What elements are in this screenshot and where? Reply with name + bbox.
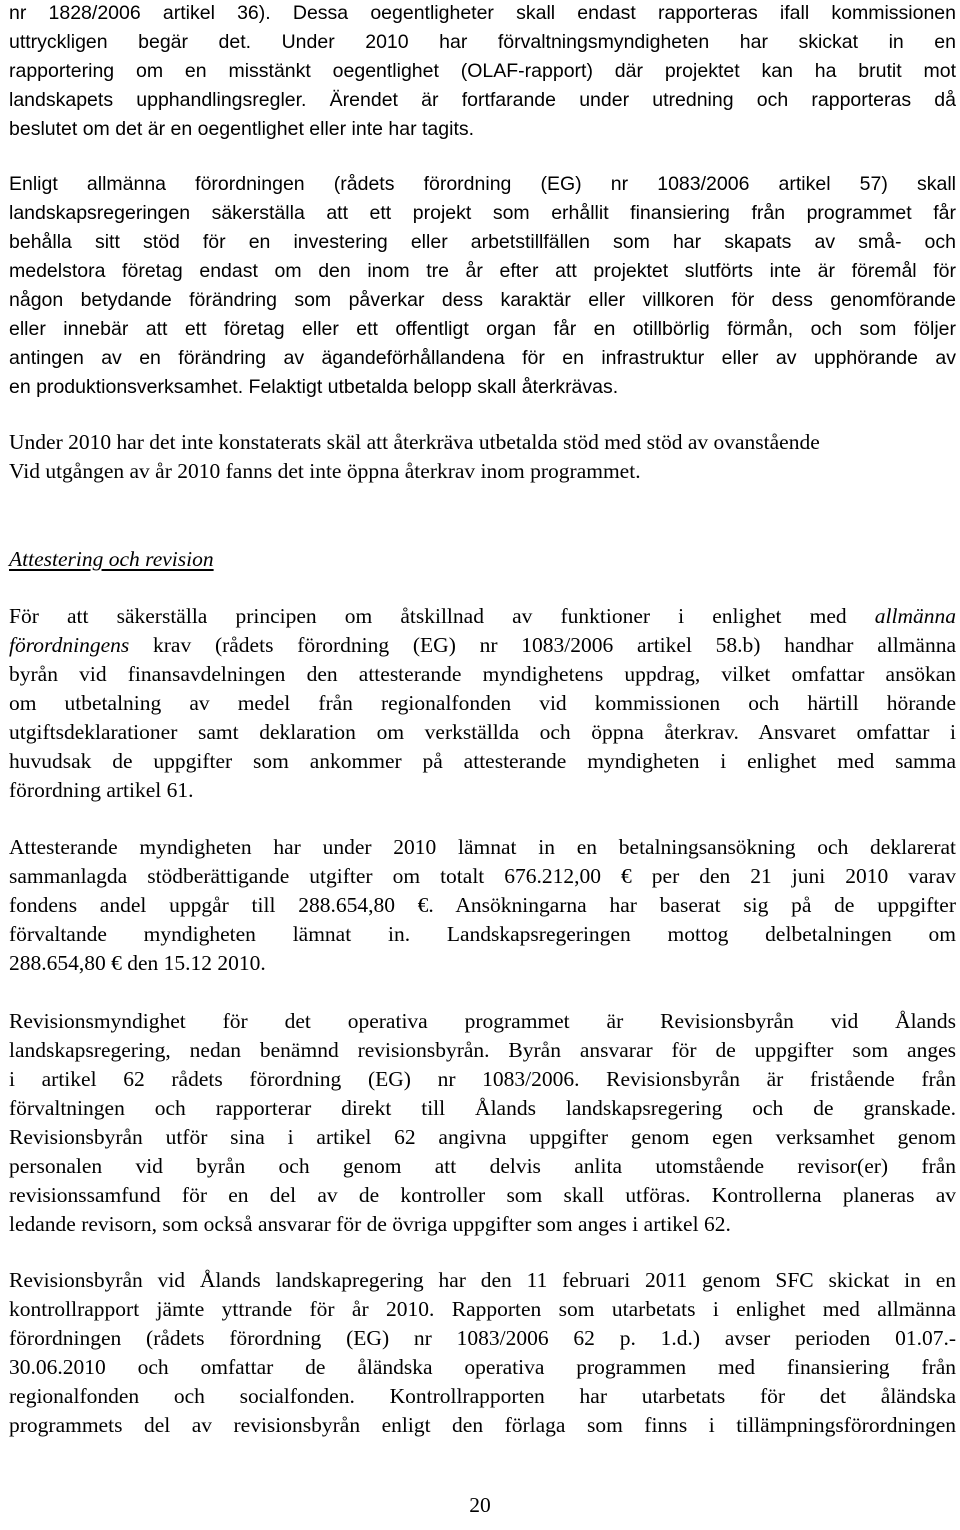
text-line: antingen av en förändring av ägandeförhållandena för en infrastruktur eller av upphörande av <box>9 347 956 369</box>
text-line: Revisionsbyrån vid Ålands landskapregering har den 11 februari 2011 genom SFC skickat in en <box>9 1268 956 1292</box>
text-line: Attesterande myndigheten har under 2010 lämnat in en betalningsansökning och deklarerat <box>9 835 956 859</box>
text-line: revisionssamfund för en del av de kontroller som skall utföras. Kontrollerna planeras av <box>9 1183 956 1207</box>
text-line: regionalfonden och socialfonden. Kontrollrapporten har utarbetats för det åländska <box>9 1384 956 1408</box>
text-line: om utbetalning av medel från regionalfonden vid kommissionen och härtill hörande <box>9 691 956 715</box>
italic-term: förordningens <box>9 633 130 657</box>
paragraph-payment-application <box>9 833 956 978</box>
text-line: ledande revisorn, som också ansvarar för de övriga uppgifter som anges i artikel 62. <box>9 1212 731 1236</box>
text-segment: krav (rådets förordning (EG) nr 1083/2006 artikel 58.b) handhar allmänna <box>129 633 956 657</box>
text-line: Under 2010 har det inte konstaterats skäl att återkräva utbetalda stöd med stöd av ovanstående <box>9 430 820 454</box>
text-line: personalen vid byrån och genom att delvis anlita utomstående revisor(er) från <box>9 1154 956 1178</box>
text-line: nr 1828/2006 artikel 36). Dessa oegentligheter skall endast rapporteras ifall kommissionen <box>9 2 956 24</box>
text-line: Revisionsbyrån utför sina i artikel 62 angivna uppgifter genom egen verksamhet genom <box>9 1125 956 1149</box>
text-line: behålla sitt stöd för en investering eller arbetstillfällen som har skapats av små- och <box>9 231 956 253</box>
text-line: någon betydande förändring som påverkar dess karaktär eller villkoren för dess genomförande <box>9 289 956 311</box>
text-line: kontrollrapport jämte yttrande för år 2010. Rapporten som utarbetats i enlighet med allmänna <box>9 1297 956 1321</box>
text-line: landskapsregeringen säkerställa att ett projekt som erhållit finansiering från programmet får <box>9 202 956 224</box>
text-line: programmets del av revisionsbyrån enligt den förlaga som finns i tillämpningsförordningen <box>9 1413 956 1437</box>
text-line: beslutet om det är en oegentlighet eller inte har tagits. <box>9 118 475 140</box>
text-segment: För att säkerställa principen om åtskillnad av funktioner i enlighet med <box>9 604 875 628</box>
text-line: 288.654,80 € den 15.12 2010. <box>9 951 266 975</box>
text-line: förordningen (rådets förordning (EG) nr 1083/2006 62 p. 1.d.) avser perioden 01.07.- <box>9 1326 956 1350</box>
text-line: Enligt allmänna förordningen (rådets förordning (EG) nr 1083/2006 artikel 57) skall <box>9 173 956 195</box>
text-line: uttryckligen begär det. Under 2010 har förvaltningsmyndigheten har skickat in en <box>9 31 956 53</box>
text-line: landskapets upphandlingsregler. Ärendet är fortfarande under utredning och rapporteras då <box>9 89 956 111</box>
text-line: Revisionsmyndighet för det operativa programmet är Revisionsbyrån vid Ålands <box>9 1009 956 1033</box>
page-number: 20 <box>469 1493 491 1517</box>
text-line: 30.06.2010 och omfattar de åländska operativa programmen med finansiering från <box>9 1355 956 1379</box>
text-line <box>9 631 956 660</box>
italic-term: allmänna <box>874 604 956 628</box>
paragraph-irregularity-reporting <box>9 0 956 144</box>
text-line: utgiftsdeklarationer samt deklaration om verkställda och öppna återkrav. Ansvaret omfattar i <box>9 720 956 744</box>
text-line: förvaltningen och rapporterar direkt till Ålands landskapsregering och de granskade. <box>9 1096 956 1120</box>
section-heading: Attestering och revision <box>9 547 214 571</box>
text-line: fondens andel uppgår till 288.654,80 €. Ansökningarna har baserat sig på de uppgifter <box>9 893 956 917</box>
text-line: Vid utgången av år 2010 fanns det inte öppna återkrav inom programmet. <box>9 459 641 483</box>
paragraph-recovery-status <box>9 428 956 486</box>
text-line: medelstora företag endast om den inom tre år efter att projektet slutförts inte är föremål för <box>9 260 956 282</box>
text-line: byrån vid finansavdelningen den attesterande myndighetens uppdrag, vilket omfattar ansökan <box>9 662 956 686</box>
text-line: en produktionsverksamhet. Felaktigt utbetalda belopp skall återkrävas. <box>9 376 619 398</box>
paragraph-general-regulation <box>9 170 956 402</box>
text-line: förvaltande myndigheten lämnat in. Landskapsregeringen mottog delbetalningen om <box>9 922 956 946</box>
paragraph-control-report <box>9 1266 956 1440</box>
text-line: eller innebär att ett företag eller ett offentligt organ får en otillbörlig förmån, och som följer <box>9 318 956 340</box>
text-line: sammanlagda stödberättigande utgifter om totalt 676.212,00 € per den 21 juni 2010 varav <box>9 864 956 888</box>
text-line: huvudsak de uppgifter som ankommer på attesterande myndigheten i enlighet med samma <box>9 749 956 773</box>
paragraph-audit-authority <box>9 1007 956 1239</box>
text-line: förordning artikel 61. <box>9 778 194 802</box>
text-line: rapportering om en misstänkt oegentlighet (OLAF-rapport) där projektet kan ha brutit mot <box>9 60 956 82</box>
paragraph-certification <box>9 602 956 805</box>
text-line: landskapsregering, nedan benämnd revisionsbyrån. Byrån ansvarar för de uppgifter som anges <box>9 1038 956 1062</box>
text-line <box>9 602 956 631</box>
text-line: i artikel 62 rådets förordning (EG) nr 1083/2006. Revisionsbyrån är fristående från <box>9 1067 956 1091</box>
